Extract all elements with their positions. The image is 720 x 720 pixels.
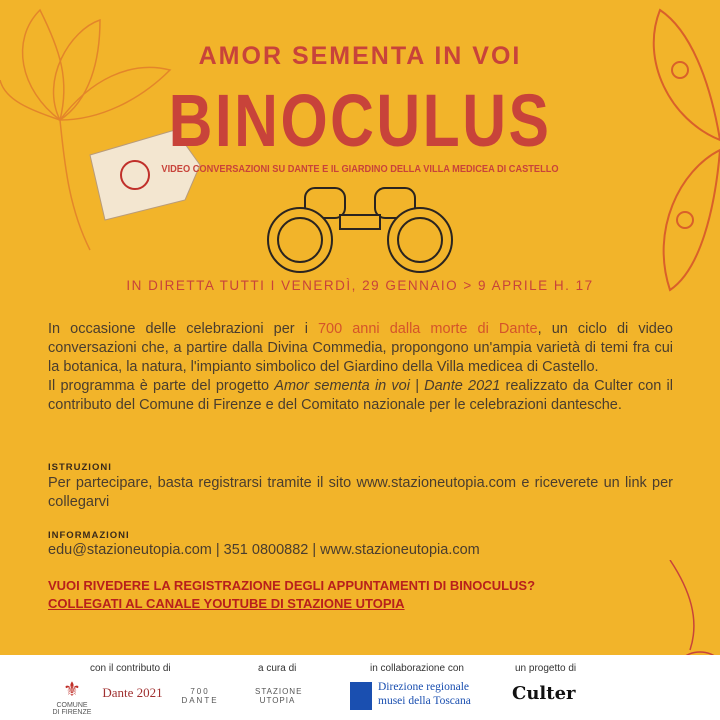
contributo-label: con il contributo di bbox=[90, 663, 171, 674]
progetto-label: un progetto di bbox=[515, 663, 577, 674]
collaborazione-label: in collaborazione con bbox=[370, 663, 464, 674]
cura-label: a cura di bbox=[258, 663, 297, 674]
firenze-logo: ⚜ COMUNE DI FIRENZE bbox=[52, 679, 92, 716]
highlight-text: 700 anni dalla morte di Dante bbox=[317, 321, 538, 337]
istruzioni-text: Per partecipare, basta registrarsi tramite il sito www.stazioneutopia.com e riceverete un link per collegarvi bbox=[48, 475, 673, 510]
direzione-musei-logo bbox=[350, 680, 490, 708]
culter-logo: Culter bbox=[512, 683, 576, 704]
description bbox=[48, 320, 673, 415]
text: realizzato da Culter con il contributo del Comune di Firenze e del Comitato nazionale per le celebrazioni dantesche. bbox=[48, 378, 673, 413]
text: , un ciclo di video conversazioni che, a partire dalla Divina Commedia, propongono un'ampia varietà di temi fra cui la botanica, la natura, l'impianto simbolico del Giardino della Villa medicea di Castello. bbox=[48, 321, 673, 375]
istruzioni-label: ISTRUZIONI bbox=[48, 462, 112, 473]
informazioni-text: edu@stazioneutopia.com | 351 0800882 | www.stazioneutopia.com bbox=[48, 542, 480, 558]
cta-question: VUOI RIVEDERE LA REGISTRAZIONE DEGLI APPUNTAMENTI DI BINOCULUS? bbox=[48, 578, 536, 593]
informazioni-label: INFORMAZIONI bbox=[48, 530, 130, 541]
binoculars-illustration bbox=[255, 180, 465, 275]
date-line: IN DIRETTA TUTTI I VENERDÌ, 29 GENNAIO > 9 APRILE H. 17 bbox=[126, 278, 594, 293]
youtube-channel-link[interactable]: COLLEGATI AL CANALE YOUTUBE DI STAZIONE UTOPIA bbox=[48, 596, 405, 611]
page-title: BINOCULUS bbox=[168, 79, 552, 162]
dante700-logo: 700 DANTE bbox=[181, 687, 219, 705]
subtitle-top: AMOR SEMENTA IN VOI bbox=[198, 42, 522, 70]
footer bbox=[0, 655, 720, 720]
project-name: Amor sementa in voi | Dante 2021 bbox=[274, 378, 501, 394]
text: In occasione delle celebrazioni per i bbox=[48, 321, 318, 337]
tagline: VIDEO CONVERSAZIONI SU DANTE E IL GIARDINO DELLA VILLA MEDICEA DI CASTELLO bbox=[161, 163, 559, 175]
logo-text: Direzione regionale musei della Toscana bbox=[378, 681, 471, 707]
text: Il programma è parte del progetto bbox=[48, 378, 275, 394]
dante2021-logo: Dante 2021 bbox=[102, 685, 163, 700]
utopia-logo: STAZIONE UTOPIA bbox=[255, 687, 303, 705]
logo-text: COMUNE DI FIRENZE bbox=[52, 702, 92, 716]
